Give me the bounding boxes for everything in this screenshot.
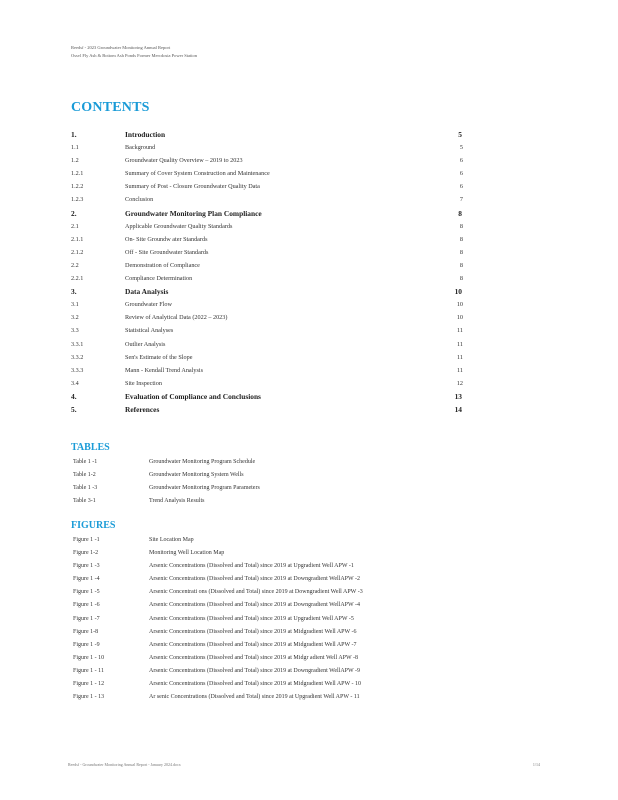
toc-page: 10 xyxy=(456,301,463,309)
toc-entry[interactable] xyxy=(71,272,463,285)
toc-page: 14 xyxy=(454,404,462,414)
toc-entry[interactable] xyxy=(71,351,463,364)
figure-entry-title: Arsenic Concentrations (Dissolved and Total) since 2019 at Downgradient WellAPW -2 xyxy=(149,576,361,583)
toc-entry[interactable] xyxy=(71,233,463,246)
figure-entry-title: Monitoring Well Location Map xyxy=(149,550,225,557)
toc-number: 3.3.2 xyxy=(71,353,84,361)
figure-entry-title: Arsenic Concentrations (Dissolved and Total) since 2019 at Downgradient WellAPW -9 xyxy=(149,667,361,674)
toc-title: Summary of Cover System Construction and Maintenance xyxy=(125,170,270,178)
toc-entry[interactable] xyxy=(71,285,463,298)
toc-page: 8 xyxy=(459,248,463,256)
figure-entry[interactable] xyxy=(73,534,543,547)
toc-page: 11 xyxy=(457,327,463,335)
toc-entry[interactable] xyxy=(71,207,463,220)
footer-document-name: Reedsf - Groundwater Monitoring Annual Report - January 2024.docx xyxy=(68,762,181,767)
table-entry-title: Trend Analysis Results xyxy=(149,498,205,505)
toc-page: 11 xyxy=(457,366,463,374)
figure-entry[interactable] xyxy=(73,678,543,691)
toc-title: Background xyxy=(125,144,156,152)
toc-number: 2.1.1 xyxy=(71,235,84,243)
header-line-1: Reedsf - 2023 Groundwater Monitoring Annual Report xyxy=(71,45,171,50)
figure-entry-title: Site Location Map xyxy=(149,537,194,543)
toc-number: 3.3.3 xyxy=(71,366,84,374)
toc-title: On- Site Groundw ater Standards xyxy=(125,235,208,243)
toc-entry[interactable] xyxy=(71,311,463,324)
figures-list xyxy=(73,534,543,704)
figure-entry[interactable] xyxy=(73,691,543,704)
toc-page: 5 xyxy=(458,130,462,139)
table-entry[interactable] xyxy=(73,482,543,495)
toc-title: Groundwater Flow xyxy=(125,301,172,309)
figure-entry-label: Figure 1 - 13 xyxy=(73,694,105,701)
toc-page: 10 xyxy=(456,314,463,322)
figure-entry-title: Arsenic Concentrations (Dissolved and Total) since 2019 at Midgradient Well APW -7 xyxy=(149,641,357,648)
figure-entry-title: Arsenic Concentrati ons (Dissolved and Total) since 2019 at Downgradient Well APW -3 xyxy=(149,589,363,596)
figure-entry-title: Ar senic Concentrations (Dissolved and Total) since 2019 at Upgradient Well APW - 11 xyxy=(149,694,360,701)
figure-entry-title: Arsenic Concentrations (Dissolved and Total) since 2019 at Upgradient Well APW -1 xyxy=(149,563,354,570)
figure-entry-label: Figure 1 -4 xyxy=(73,576,100,583)
figure-entry-label: Figure 1 -6 xyxy=(73,602,100,609)
toc-entry[interactable] xyxy=(71,246,463,259)
toc-entry[interactable] xyxy=(71,193,463,206)
toc-title: Demonstration of Compliance xyxy=(125,261,200,269)
toc-title: Groundwater Quality Overview – 2019 to 2023 xyxy=(125,157,243,165)
contents-heading: CONTENTS xyxy=(71,100,150,115)
toc-page: 6 xyxy=(459,183,463,191)
table-of-contents xyxy=(71,128,463,416)
tables-heading: TABLES xyxy=(71,442,110,453)
toc-number: 3.4 xyxy=(71,379,79,387)
figure-entry[interactable] xyxy=(73,626,543,639)
toc-page: 6 xyxy=(459,170,463,178)
toc-title: Compliance Determination xyxy=(125,275,193,283)
toc-page: 11 xyxy=(457,340,463,348)
toc-title: Conclusion xyxy=(125,196,154,204)
figure-entry[interactable] xyxy=(73,560,543,573)
toc-number: 4. xyxy=(71,391,77,401)
tables-list xyxy=(73,456,543,508)
toc-number: 5. xyxy=(71,404,77,414)
header-line-2: Ossvl Fly Ash & Bottom Ash Ponds Former Mercdosia Power Station xyxy=(71,53,198,58)
toc-page: 8 xyxy=(459,235,463,243)
toc-number: 3.3 xyxy=(71,327,79,335)
toc-entry[interactable] xyxy=(71,220,463,233)
toc-entry[interactable] xyxy=(71,324,463,337)
figure-entry[interactable] xyxy=(73,665,543,678)
toc-title: Outlier Analysis xyxy=(125,340,166,348)
figure-entry-label: Figure 1-2 xyxy=(73,550,99,557)
figure-entry-label: Figure 1 - 10 xyxy=(73,654,105,661)
toc-entry[interactable] xyxy=(71,259,463,272)
table-entry-label: Table 1 -1 xyxy=(73,459,98,465)
toc-number: 1.2.2 xyxy=(71,183,84,191)
toc-number: 3. xyxy=(71,287,77,297)
toc-number: 1.1 xyxy=(71,144,79,152)
table-entry[interactable] xyxy=(73,495,543,508)
table-entry[interactable] xyxy=(73,456,543,469)
toc-page: 5 xyxy=(459,144,463,152)
toc-entry[interactable] xyxy=(71,298,463,311)
toc-number: 2.1 xyxy=(71,222,79,230)
figure-entry-label: Figure 1 - 12 xyxy=(73,681,105,688)
toc-title: Statistical Analyses xyxy=(125,327,174,335)
toc-title: Sen's Estimate of the Slope xyxy=(125,353,193,361)
toc-number: 2.2 xyxy=(71,261,79,269)
toc-entry[interactable] xyxy=(71,154,463,167)
figure-entry-label: Figure 1 -9 xyxy=(73,641,100,648)
toc-title: Groundwater Monitoring Plan Compliance xyxy=(125,208,262,218)
toc-page: 8 xyxy=(459,261,463,269)
toc-number: 2. xyxy=(71,208,77,218)
page-header xyxy=(71,44,197,60)
toc-page: 12 xyxy=(456,379,463,387)
toc-entry[interactable] xyxy=(71,338,463,351)
toc-entry[interactable] xyxy=(71,180,463,193)
figure-entry-title: Arsenic Concentrations (Dissolved and Total) since 2019 at Downgradient WellAPW -4 xyxy=(149,602,361,609)
table-entry-label: Table 3-1 xyxy=(73,498,96,505)
toc-entry[interactable] xyxy=(71,377,463,390)
figure-entry[interactable] xyxy=(73,586,543,599)
toc-page: 11 xyxy=(457,353,463,361)
toc-number: 1. xyxy=(71,130,77,139)
figure-entry-label: Figure 1 -3 xyxy=(73,563,100,570)
toc-number: 1.2.1 xyxy=(71,170,84,178)
table-entry-label: Table 1-2 xyxy=(73,472,96,479)
figure-entry[interactable] xyxy=(73,599,543,612)
figure-entry-label: Figure 1 -5 xyxy=(73,589,100,596)
toc-title: Site Inspection xyxy=(125,379,162,387)
figure-entry-label: Figure 1 -1 xyxy=(73,537,100,543)
figures-heading: FIGURES xyxy=(71,520,116,531)
figure-entry[interactable] xyxy=(73,639,543,652)
toc-entry[interactable] xyxy=(71,167,463,180)
figure-entry-title: Arsenic Concentrations (Dissolved and Total) since 2019 at Midgr adient Well APW -8 xyxy=(149,654,359,661)
figure-entry-title: Arsenic Concentrations (Dissolved and Total) since 2019 at Upgradient Well APW -5 xyxy=(149,615,354,622)
figure-entry-label: Figure 1-8 xyxy=(73,628,99,635)
toc-page: 8 xyxy=(459,275,463,283)
toc-entry[interactable] xyxy=(71,364,463,377)
toc-number: 2.1.2 xyxy=(71,248,84,256)
toc-title: Mann - Kendall Trend Analysis xyxy=(125,366,204,374)
footer-page-number: 1/14 xyxy=(532,762,540,767)
toc-page: 6 xyxy=(459,157,463,165)
toc-number: 2.2.1 xyxy=(71,275,84,283)
table-entry[interactable] xyxy=(73,469,543,482)
toc-title: Data Analysis xyxy=(125,287,169,297)
toc-title: Off - Site Groundwater Standards xyxy=(125,248,209,256)
toc-title: Applicable Groundwater Quality Standards xyxy=(125,222,233,230)
figure-entry[interactable] xyxy=(73,613,543,626)
toc-title: Evaluation of Compliance and Conclusions xyxy=(125,391,261,401)
toc-number: 1.2.3 xyxy=(71,196,84,204)
toc-number: 3.2 xyxy=(71,314,79,322)
toc-title: Summary of Post - Closure Groundwater Quality Data xyxy=(125,183,260,191)
table-entry-title: Groundwater Monitoring System Wells xyxy=(149,472,244,479)
figure-entry-label: Figure 1 - 11 xyxy=(73,667,104,674)
toc-entry[interactable] xyxy=(71,141,463,154)
toc-page: 10 xyxy=(454,287,462,297)
toc-page: 13 xyxy=(454,391,462,401)
toc-page: 8 xyxy=(459,222,463,230)
figure-entry[interactable] xyxy=(73,652,543,665)
toc-entry[interactable] xyxy=(71,390,463,403)
toc-page: 7 xyxy=(459,196,463,204)
toc-number: 3.3.1 xyxy=(71,340,84,348)
table-entry-label: Table 1 -3 xyxy=(73,485,98,492)
toc-title: Review of Analytical Data (2022 – 2023) xyxy=(125,314,228,322)
table-entry-title: Groundwater Monitoring Program Parameters xyxy=(149,485,260,492)
toc-title: Introduction xyxy=(125,130,166,139)
figure-entry[interactable] xyxy=(73,573,543,586)
figure-entry-title: Arsenic Concentrations (Dissolved and Total) since 2019 at Midgradient Well APW -6 xyxy=(149,628,357,635)
table-entry-title: Groundwater Monitoring Program Schedule xyxy=(149,459,256,465)
toc-number: 1.2 xyxy=(71,157,79,165)
toc-number: 3.1 xyxy=(71,301,79,309)
figure-entry[interactable] xyxy=(73,547,543,560)
toc-entry[interactable] xyxy=(71,128,463,141)
toc-title: References xyxy=(125,404,160,414)
figure-entry-label: Figure 1 -7 xyxy=(73,615,100,622)
toc-entry[interactable] xyxy=(71,403,463,416)
toc-page: 8 xyxy=(458,208,462,218)
figure-entry-title: Arsenic Concentrations (Dissolved and Total) since 2019 at Midgradient Well APW - 10 xyxy=(149,681,362,688)
